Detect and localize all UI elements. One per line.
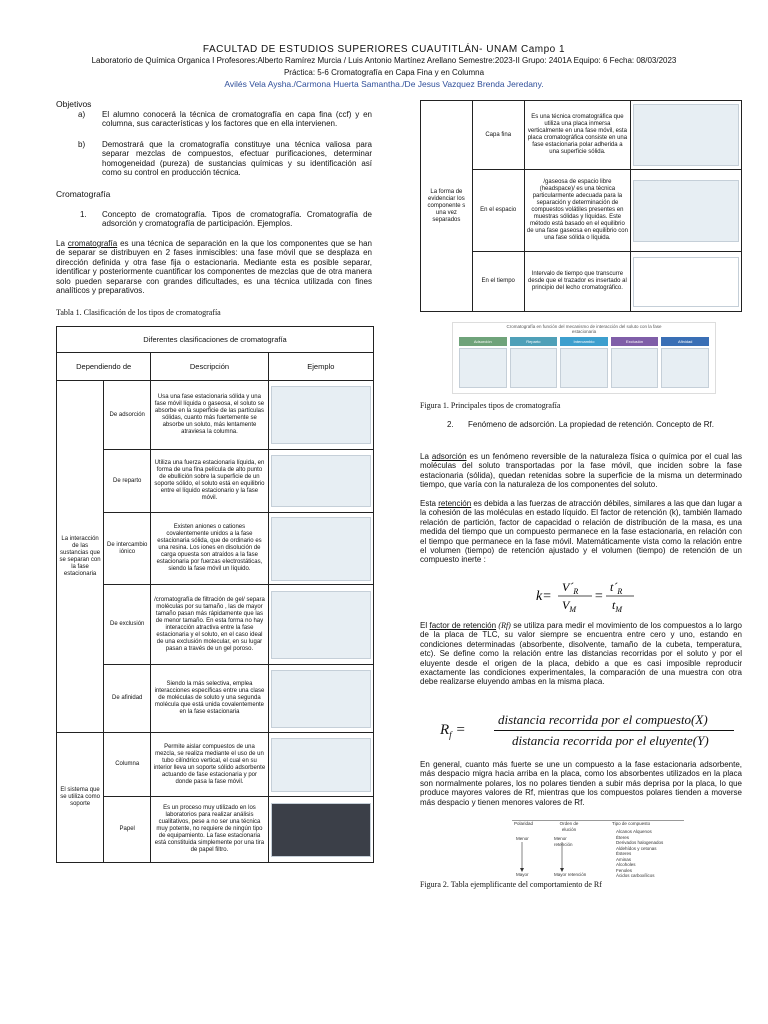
- figura1-box-intercambio: Intercambio: [560, 337, 608, 346]
- objetivo-a-marker: a): [78, 110, 86, 119]
- figura2-compuesto: Ácidos carboxílicos: [616, 873, 655, 878]
- figura1-panel: [661, 348, 709, 388]
- adsorption-diagram-image: [271, 386, 371, 444]
- tabla2-example: [631, 252, 742, 312]
- cromatografia-paragraph: La cromatografía es una técnica de separación en la que los componentes que se han de separar se distribuyen en 2 fases inmiscibles: una fase móvil que se desplaza en dirección definida y otra fase fija o estacionaria. Mediante esta es posible separar, identificar y posteriormente cuantificar los componentes de mezclas que de otra manera solo pueden separarse con grandes dificultades, es una técnica utilizada con fines analíticos y preparativos.: [56, 239, 372, 296]
- figura1-box-adsorcion: Adsorción: [459, 337, 507, 346]
- table-row: [57, 513, 374, 585]
- tabla1-tipo: De adsorción: [104, 381, 151, 450]
- figura2-caption: Figura 2. Tabla ejemplificante del comportamiento de Rf: [420, 880, 602, 889]
- formula-rf: [440, 712, 740, 752]
- headspace-apparatus-image: [633, 180, 739, 242]
- figura1-panel: [611, 348, 659, 388]
- objetivo-a: El alumno conocerá la técnica de cromatografía en capa fina (ccf) y en columna, sus características y los factores que en ella intervienen.: [102, 110, 372, 129]
- figura1-panel: [510, 348, 558, 388]
- figura2-table: [512, 820, 684, 880]
- tabla2-tipo: Capa fina: [472, 101, 524, 170]
- figura2-compuesto: Derivados halogenados: [616, 840, 664, 845]
- figura2-header-row: [512, 820, 684, 821]
- table-row: [57, 381, 374, 450]
- partition-apparatus-image: [271, 455, 371, 507]
- item-2: Fenómeno de adsorción. La propiedad de retención. Concepto de Rf.: [468, 420, 714, 429]
- tabla2-example: [631, 101, 742, 170]
- figura2-compuesto: Aminas: [616, 856, 632, 862]
- tabla1-desc: Usa una fase estacionaria sólida y una fase móvil líquida o gaseosa, el soluto se absorbe en la superficie de las partículas sólidas, cuanto más fuertemente se absorbe un soluto, más lentamente atraviesa la columna.: [151, 381, 268, 450]
- svg-text:V´R: $V´_R$: [562, 580, 579, 596]
- tabla1-tipo: De intercambio iónico: [104, 513, 151, 585]
- figura2-orden-bottom: Mayor retención: [554, 872, 587, 877]
- figura2-compuesto: Alcoholes: [616, 862, 636, 867]
- header-practice: Práctica: 5-6 Cromatografía en Capa Fina y en Columna: [283, 68, 485, 77]
- size-exclusion-image: [271, 591, 371, 659]
- figura1-box-exclusion: Exclusión: [611, 337, 659, 346]
- rf-general-paragraph: En general, cuanto más fuerte se une un compuesto a la fase estacionaria adsorbente, más despacio migra hacia arriba en la placa, como los absorbentes utilizados en la placa son normalmente polares, los no polares tienden a subir más deprisa por la placa, lo que produce mayores valores de Rf, mientras que los compuestos polares tienden a moverse más despacio y tienen menores valores de Rf.: [420, 760, 742, 807]
- tabla1-tipo: Columna: [104, 733, 151, 797]
- column-chromatography-image: [271, 738, 371, 792]
- tabla1-example: [268, 450, 373, 513]
- tabla1-tipo: Papel: [104, 797, 151, 863]
- affinity-column-image: [271, 670, 371, 728]
- figura1-diagram: [452, 322, 716, 394]
- figura2-compuesto: Alcanos Alquenos: [616, 829, 652, 834]
- figura2-orden-top: Menor retención: [554, 836, 573, 847]
- tlc-chamber-image: [633, 104, 739, 166]
- tabla1-group-soporte: El sistema que se utiliza como soporte: [57, 733, 104, 863]
- figura1-panel: [459, 348, 507, 388]
- cromatografia-title: Cromatografía: [56, 189, 111, 199]
- header-lab-info: Laboratorio de Química Organica I Profesores:Alberto Ramírez Murcia / Luis Antonio Martínez Arellano Semestre:2023-II Grupo: 2401A Equipo: 6 Fecha: 08/03/2023: [91, 56, 677, 65]
- tabla1-col-dependiendo: Dependiendo de: [57, 353, 151, 381]
- figura2-polaridad-bottom: Mayor: [516, 872, 529, 877]
- table-row: [57, 450, 374, 513]
- objetivos-title: Objetivos: [56, 99, 92, 109]
- figura2-arrows: [520, 842, 600, 872]
- tabla-evidenciar: [420, 100, 742, 312]
- tabla1-tipo: De reparto: [104, 450, 151, 513]
- tabla1-example: [268, 733, 373, 797]
- paper-chromatography-photo: [271, 803, 371, 857]
- tabla1-example: [268, 585, 373, 665]
- figura2-header-polaridad: Polaridad: [514, 821, 534, 826]
- tabla1-col-descripcion: Descripción: [151, 353, 268, 381]
- figura1-box-reparto: Reparto: [510, 337, 558, 346]
- tabla1-tipo: De exclusión: [104, 585, 151, 665]
- objetivo-b-marker: b): [78, 140, 86, 149]
- tabla2-desc: Es una técnica cromatográfica que utiliza una placa inmersa verticalmente en una fase móvil, esta placa cromatográfica consiste en una fase estacionaria polar adherida a una superficie sólida.: [524, 101, 631, 170]
- formula-rf-denominator: distancia recorrida por el eluyente(Y): [512, 733, 709, 748]
- formula-rf-bar: [494, 730, 734, 731]
- item-1-marker: 1.: [80, 210, 87, 219]
- figura1-panel: [560, 348, 608, 388]
- tabla1-desc: Utiliza una fuerza estacionaria líquida, en forma de una fina película de alto punto de ebullición sobre la superficie de un soporte sólido, el soluto está en equilibrio entre el líquido estacionario y la fase móvil.: [151, 450, 268, 513]
- table-row: [57, 733, 374, 797]
- tabla1-example: [268, 797, 373, 863]
- figura2-compuesto: Éteres: [616, 834, 630, 840]
- figura2-compuesto: Ésteres: [616, 851, 632, 856]
- svg-text:k=: k=: [536, 589, 552, 604]
- tabla1-desc: /cromatografía de filtración de gel/ separa moléculas por su tamaño , las de mayor tamaño pasan más rápidamente que las de menor tamaño. En esta forma no hay interacción atractiva entre la fase estacionaria y el soluto, en el caso ideal de una exclusión molecular, en su lugar pasan a través de un gel poroso.: [151, 585, 268, 665]
- svg-text:tM: $t_M$: [612, 598, 623, 614]
- tabla1-example: [268, 513, 373, 585]
- tabla1-example: [268, 381, 373, 450]
- tabla1-group-interaccion: La interacción de las sustancias que se separan con la fase estacionaria: [57, 381, 104, 733]
- tabla1-desc: Es un proceso muy utilizado en los laboratorios para realizar análisis cualitativos, pese a no ser una técnica muy potente, no requiere de ningún tipo de equipamiento. La fase estacionaria está constituida simplemente por una tira de papel filtro.: [151, 797, 268, 863]
- retention-time-graph-image: [633, 257, 739, 307]
- factor-retencion-paragraph: El factor de retención (Rf) se utiliza para medir el movimiento de los compuestos a lo largo de la placa de TLC, su valor siempre se encuentra entre cero y uno, estando en condiciones determinadas (absorbente, disolvente, tamaño de la cubeta, temperatura, etc). Se define como la relación entre las distancias recorridas por el soluto y por el eluyente desde el origen de la placa, debido a que es casi imposible reproducir exactamente las condiciones experimentales, la comparación de una muestra con otra debe realizarse eluyendo ambas en la misma placa.: [420, 621, 742, 687]
- figura1-caption: Figura 1. Principales tipos de cromatografía: [420, 401, 561, 410]
- table-row: [57, 797, 374, 863]
- tabla2-tipo: En el tiempo: [472, 252, 524, 312]
- figura1-title: Cromatografía en función del mecanismo de interacción del soluto con la fase estacionaria: [506, 324, 662, 334]
- figura2-polaridad-top: Menor: [516, 836, 529, 841]
- tabla1-example: [268, 665, 373, 733]
- table-row: [57, 585, 374, 665]
- item-2-marker: 2.: [447, 420, 454, 429]
- adsorcion-paragraph: La adsorción es un fenómeno reversible de la naturaleza física o química por el cual las moléculas del soluto transportadas por la fase móvil, que inciden sobre la fase estacionaria (sólida), quedan retenidas sobre la superficie de la misma un determinado tiempo, que varía con la naturaleza de los componentes del soluto.: [420, 452, 742, 490]
- svg-text:=: =: [594, 589, 604, 604]
- table-row: [421, 101, 742, 170]
- tabla-clasificacion: [56, 326, 374, 863]
- figura2-header-tipo: Tipo de compuesto: [612, 821, 651, 826]
- tabla2-tipo: En el espacio: [472, 170, 524, 252]
- tabla2-group: La forma de evidenciar los componente s una vez separados: [421, 101, 473, 312]
- figura2-compuesto: Aldehídos y cetonas: [616, 845, 657, 851]
- figura2-compuestos: [616, 829, 684, 879]
- figura1-box-afinidad: Afinidad: [661, 337, 709, 346]
- tabla1-col-ejemplo: Ejemplo: [268, 353, 373, 381]
- tabla1-tipo: De afinidad: [104, 665, 151, 733]
- formula-k: [536, 576, 646, 614]
- tabla1-desc: Existen aniones o cationes covalentemente unidos a la fase estacionaria sólida, que de ordinario es una resina. Los iones en disolución de carga opuesta son atraídos a la fase estacionaria por fuerzas electrostáticas, siendo la fase móvil un líquido.: [151, 513, 268, 585]
- header-title: FACULTAD DE ESTUDIOS SUPERIORES CUAUTITLÁN- UNAM Campo 1: [202, 44, 566, 55]
- item-1: Concepto de cromatografía. Tipos de cromatografía. Cromatografía de adsorción y cromatografía de participación. Ejemplos.: [102, 210, 372, 229]
- svg-text:VM: $V_M$: [562, 598, 577, 614]
- tabla1-title: Diferentes clasificaciones de cromatografía: [57, 327, 374, 353]
- retencion-paragraph: Esta retención es debida a las fuerzas de atracción débiles, similares a las que dan lugar a la cohesión de las moléculas en estado líquido. El factor de retención (k), también llamado relación de partición, factor de capacidad o relación de distribución de la masa, es una medida del tiempo que un compuesto permanece en la fase estacionaria, en relación con el tiempo que permanece en la fase móvil. Matemáticamente vista como la relación entre el volumen (tiempo) de retención ajustado y el volumen (tiempo) de retención de un compuesto inerte :: [420, 499, 743, 565]
- tabla1-desc: Siendo la más selectiva, emplea interacciones específicas entre una clase de moléculas de soluto y una segunda molécula que está unida covalentemente en la fase estacionaria: [151, 665, 268, 733]
- tabla2-desc: /gaseosa de espacio libre (headspace)/ es una técnica particularmente adecuada para la separación y determinación de compuestos volátiles presentes en muestras sólidas y líquidas. Este método está basado en el equilibrio de una fase gaseosa en equilibrio con una fase sólida o líquida.: [524, 170, 631, 252]
- objetivo-b: Demostrará que la cromatografía constituye una técnica valiosa para separar mezclas de compuestos, efectuar purificaciones, determinar homogeneidad (pureza) de sustancias químicas y su identificación así como su control en producción técnica.: [102, 140, 372, 178]
- figura2-compuesto: Fenoles: [616, 867, 633, 873]
- tabla2-desc: Intervalo de tiempo que transcurre desde que el trazador es insertado al principio del lecho cromatográfico.: [524, 252, 631, 312]
- formula-rf-lhs: $R_f$ =: [440, 722, 466, 740]
- table-row: [57, 665, 374, 733]
- figura2-header-orden: Orden de elución: [559, 821, 579, 832]
- formula-k-svg: [536, 576, 646, 614]
- tabla2-example: [631, 170, 742, 252]
- svg-text:t´R: $t´_R$: [610, 580, 623, 596]
- tabla1-desc: Permite aislar compuestos de una mezcla, se realiza mediante el uso de un tubo cilíndrico vertical, el cual en su interior lleva un soporte sólido adsorbente actuando de fase estacionaria y por donde pasa la fase móvil.: [151, 733, 268, 797]
- ion-exchange-column-image: [271, 517, 371, 581]
- header-authors: Avilés Vela Aysha./Carmona Huerta Samantha./De Jesus Vazquez Brenda Jeredany.: [224, 79, 544, 89]
- tabla1-caption: Tabla 1. Clasificación de los tipos de cromatografía: [56, 308, 221, 317]
- formula-rf-numerator: distancia recorrida por el compuesto(X): [498, 712, 708, 727]
